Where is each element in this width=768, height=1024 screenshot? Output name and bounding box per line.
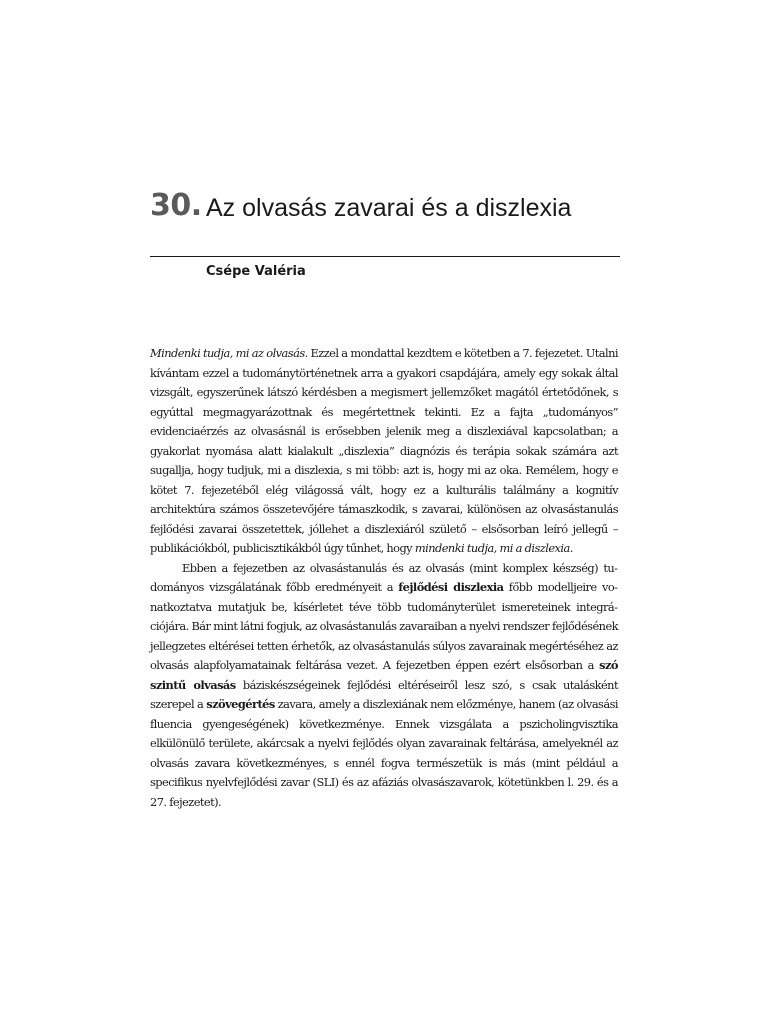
paragraph-intro-text: Ezzel a mondattal kezdtem e kötetben a 7. fejezetet. Utalni kívántam ezzel a tudománytörténetnek arra a gyakori csapdájára, amely egy sokak által vizsgált, egyszerűnek látszó kérdésben a megismert jellemzőket magától értetődőnek, s egyúttal megmagyarázottnak és megértettnek tekinti. Ez a fajta „tudományos” evidenciaérzés az olvasásnál is erősebben jelenik meg a diszlexiával kapcsolatban; a gyakorlat nyomása alatt kialakult „diszlexia” diagnózis és terápia sokak számára azt sugallja, hogy tudjuk, mi a diszlexia, s mi több: azt is, hogy mi az oka. Remélem, hogy e kötet 7. fejezetéből elég világossá vált, hogy ez a kulturális találmány a kognitív architektúra számos összetevőjére támaszkodik, s zavarai, különösen az olvasástanulás fejlődési zavarai összetettek, jóllehet a diszlexiáról születő – elsősorban leíró jellegű – publikációkból, publicisztikákból úgy tűnhet, hogy [150, 346, 618, 555]
p2-part2: főbb modelljeire vonatkoztatva mutatjuk be, kísérletet téve több tudományterület ismereteinek integrációjára. Bár mint látni fogjuk, az olvasástanulás zavaraiban a nyelvi rendszer fejlődésének jellegzetes eltérései tetten érhetők, az olvasástanulás súlyos zavarainak megértéséhez az olvasás alapfolyamatainak feltárása vezet. A fejezetben éppen ezért elsősorban a [150, 580, 618, 672]
title-rule [150, 256, 620, 257]
p2-part3: báziskészségeinek fejlődési eltéréseiről lesz szó, s csak utalásként szerepel a [150, 677, 618, 711]
body-text [150, 344, 618, 812]
p2-part1: Ebben a fejezetben az olvasástanulás és az olvasás (mint komplex készség) tudományos vizsgálatának főbb eredményeit a [150, 560, 618, 594]
paragraph-intro [150, 344, 618, 559]
chapter-number: 30. [150, 188, 202, 223]
p2-part4: zavara, amely a diszlexiának nem előzménye, hanem (az olvasási fluencia gyengeségének) következménye. Ennek vizsgálata a pszicholingvisztika elkülönülő területe, akárcsak a nyelvi fejlődés olyan zavarainak feltárása, amelyeknél az olvasás zavara következményes, s ennél fogva természetük is más (mint például a specifikus nyelvfejlődési zavar (SLI) és az afáziás olvasászavarok, kötetünkben l. 29. és a 27. fejezetet). [150, 697, 618, 809]
tail-italic: mindenki tudja, mi a diszlexia. [414, 541, 573, 555]
chapter-title: Az olvasás zavarai és a diszlexia [206, 194, 572, 222]
author-name: Csépe Valéria [206, 264, 306, 279]
term-fejlodesi-diszlexia: fejlődési diszlexia [398, 580, 504, 594]
paragraph-second [150, 559, 618, 813]
lead-italic: Mindenki tudja, mi az olvasás. [150, 346, 308, 360]
term-szovegertes: szövegértés [206, 697, 275, 711]
term-szo-szintu-olvasas: szó szintű olvasás [150, 658, 618, 692]
